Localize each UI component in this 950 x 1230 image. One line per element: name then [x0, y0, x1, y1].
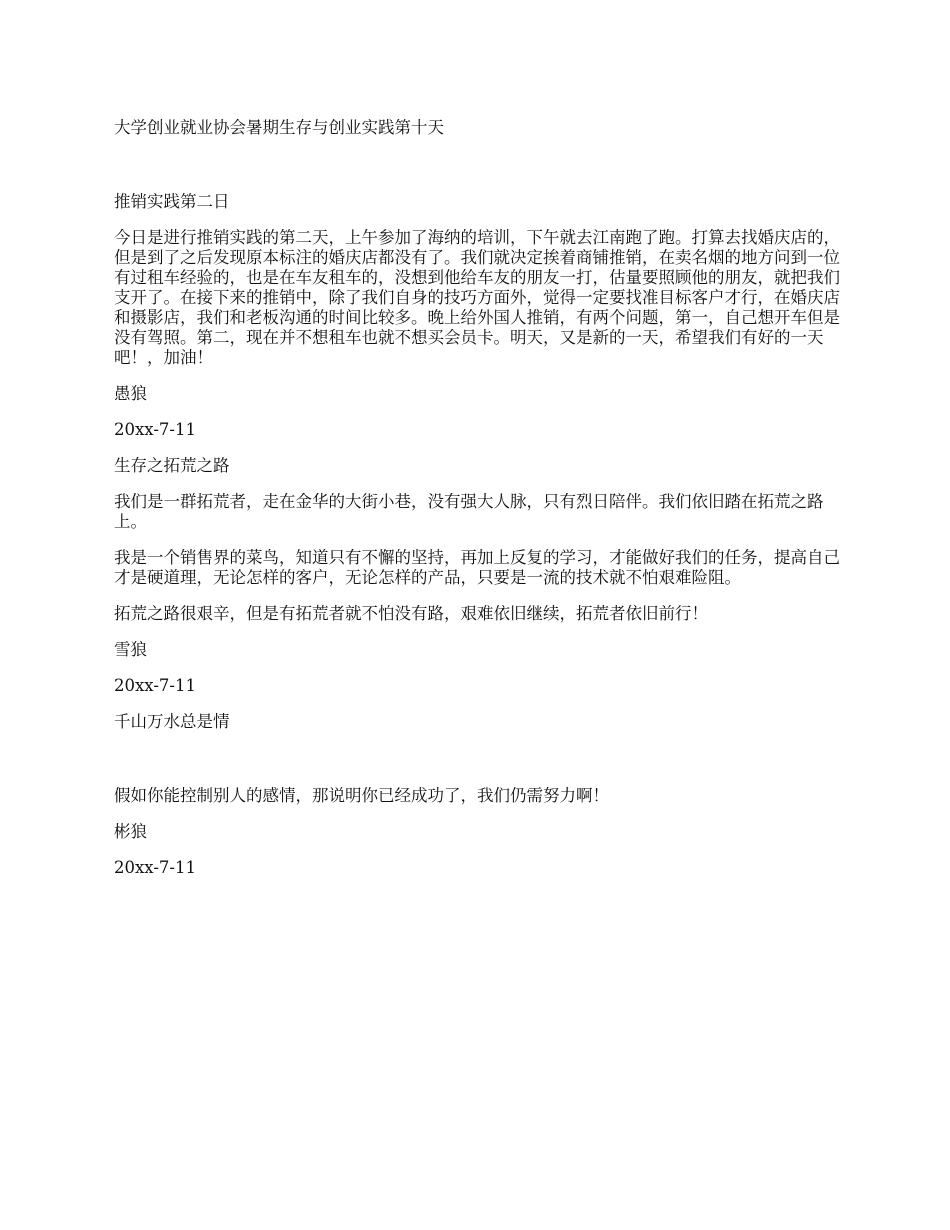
section-2-paragraph-1: 我们是一群拓荒者，走在金华的大街小巷，没有强大人脉，只有烈日陪伴。我们依旧踏在拓荒之路上。 — [114, 492, 824, 531]
section-2-author: 雪狼 — [114, 640, 147, 659]
section-1-author: 愚狼 — [114, 384, 147, 403]
document-title: 大学创业就业协会暑期生存与创业实践第十天 — [114, 118, 444, 137]
document-page — [114, 118, 844, 894]
section-2-paragraph-3: 拓荒之路很艰辛，但是有拓荒者就不怕没有路，艰难依旧继续，拓荒者依旧前行！ — [114, 604, 708, 623]
section-3-date: 20xx-7-11 — [114, 858, 196, 877]
section-1-date: 20xx-7-11 — [114, 420, 196, 439]
section-1-body: 今日是进行推销实践的第二天，上午参加了海纳的培训，下午就去江南跑了跑。打算去找婚庆店的，但是到了之后发现原本标注的婚庆店都没有了。我们就决定挨着商铺推销，在卖名烟的地方问到一位有过租车经验的，也是在车友租车的，没想到他给车友的朋友一打，估量要照顾他的朋友，就把我们支开了。在接下来的推销中，除了我们自身的技巧方面外，觉得一定要找准目标客户才行，在婚庆店和摄影店，我们和老板沟通的时间比较多。晚上给外国人推销，有两个问题，第一，自己想开车但是没有驾照。第二，现在并不想租车也就不想买会员卡。明天，又是新的一天，希望我们有好的一天吧！，加油！ — [114, 228, 840, 367]
section-2-heading: 生存之拓荒之路 — [114, 456, 230, 475]
section-3-body: 假如你能控制别人的感情，那说明你已经成功了，我们仍需努力啊！ — [114, 786, 609, 805]
section-3-heading: 千山万水总是情 — [114, 712, 230, 731]
section-1-heading: 推销实践第二日 — [114, 192, 230, 211]
section-2-date: 20xx-7-11 — [114, 676, 196, 695]
section-3-author: 彬狼 — [114, 822, 147, 841]
section-2-paragraph-2: 我是一个销售界的菜鸟，知道只有不懈的坚持，再加上反复的学习，才能做好我们的任务，提高自己才是硬道理，无论怎样的客户，无论怎样的产品，只要是一流的技术就不怕艰难险阻。 — [114, 548, 840, 587]
